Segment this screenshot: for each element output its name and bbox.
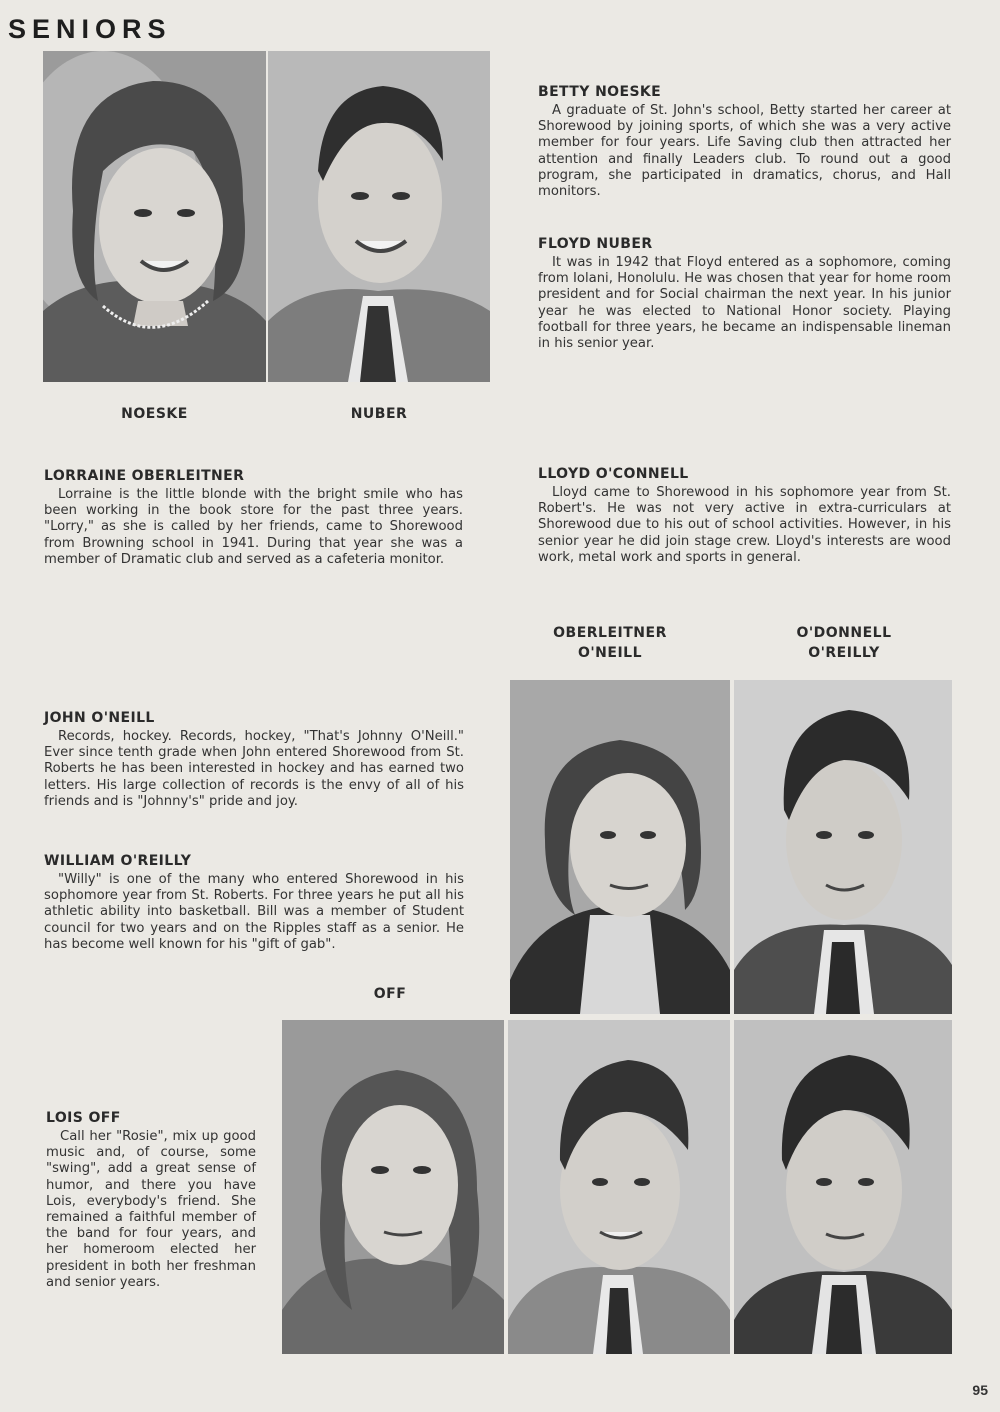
bio-nuber: [538, 236, 951, 352]
page-number: 95: [972, 1382, 988, 1398]
portrait-off: [282, 1020, 504, 1354]
bio-noeske-text: A graduate of St. John's school, Betty started her career at Shorewood by joining sports, of which she was a very active member for four years. Life Saving club then attracted her attention and finally Leaders club. To round out a good program, she participated in dramatics, chorus, and Hall monitors.: [538, 103, 951, 200]
bio-off-name: LOIS OFF: [46, 1110, 121, 1126]
bio-oconnell: [538, 466, 951, 566]
bio-oneill-text: Records, hockey. Records, hockey, "That's Johnny O'Neill." Ever since tenth grade when John entered Shorewood from St. Roberts he has been interested in hockey and has earned two letters. His large collection of records is the envy of all of his friends and is "Johnny's" pride and joy.: [44, 729, 464, 809]
bio-noeske: [538, 84, 951, 200]
bio-oreilly-name: WILLIAM O'REILLY: [44, 853, 192, 869]
caption-odonnell: O'DONNELL: [796, 625, 892, 641]
bio-oneill-name: JOHN O'NEILL: [44, 710, 155, 726]
bio-oberleitner: [44, 468, 463, 568]
portrait-oberleitner: [510, 680, 730, 1014]
caption-oberleitner: OBERLEITNER: [553, 625, 667, 641]
portrait-oconnell: [734, 680, 952, 1014]
bio-noeske-name: BETTY NOESKE: [538, 84, 662, 100]
bio-oconnell-text: Lloyd came to Shorewood in his sophomore year from St. Robert's. He was not very active in extra-curriculars at Shorewood due to his out of school activities. However, in his senior year he did join stage crew. Lloyd's interests are wood work, metal work and sports in general.: [538, 485, 951, 565]
caption-oberleitner-oneill: [530, 623, 690, 663]
caption-off: OFF: [373, 986, 407, 1002]
bio-oreilly-text: "Willy" is one of the many who entered Shorewood in his sophomore year from St. Roberts. For three years he put all his athletic ability into basketball. Bill was a member of Student council for two years and on the Ripples staff as a senior. He has become well known for his "gift of gab".: [44, 872, 464, 952]
caption-noeske: NOESKE: [121, 406, 188, 422]
bio-oneill: [44, 710, 464, 810]
caption-oreilly: O'REILLY: [808, 645, 880, 661]
bio-oberleitner-text: Lorraine is the little blonde with the bright smile who has been working in the book store for the past three years. "Lorry," as she is called by her friends, came to Shorewood from Browning school in 1941. During that year she was a member of Dramatic club and served as a cafeteria monitor.: [44, 487, 463, 567]
bio-oconnell-name: LLOYD O'CONNELL: [538, 466, 689, 482]
portrait-oneill: [508, 1020, 730, 1354]
bio-off: [46, 1110, 256, 1291]
caption-oneill: O'NEILL: [577, 645, 643, 661]
bio-oberleitner-name: LORRAINE OBERLEITNER: [44, 468, 245, 484]
portrait-oreilly: [734, 1020, 952, 1354]
portrait-nuber: [268, 51, 490, 382]
portrait-noeske: [43, 51, 266, 382]
bio-off-text: Call her "Rosie", mix up good music and, of course, some "swing", add a great sense of humor, and there you have Lois, everybody's friend. She remained a faithful member of the band for four years, and her homeroom elected her president in both her freshman and senior years.: [46, 1129, 256, 1290]
caption-nuber: NUBER: [350, 406, 408, 422]
bio-nuber-text: It was in 1942 that Floyd entered as a sophomore, coming from Iolani, Honolulu. He was chosen that year for home room president and for Social chairman the next year. In his junior year he was elected to National Honor society. Playing football for three years, he became an indispensable lineman in his senior year.: [538, 255, 951, 352]
caption-odonnell-oreilly: [764, 623, 924, 663]
bio-oreilly: [44, 853, 464, 953]
page-header: SENIORS: [8, 14, 172, 44]
bio-nuber-name: FLOYD NUBER: [538, 236, 653, 252]
